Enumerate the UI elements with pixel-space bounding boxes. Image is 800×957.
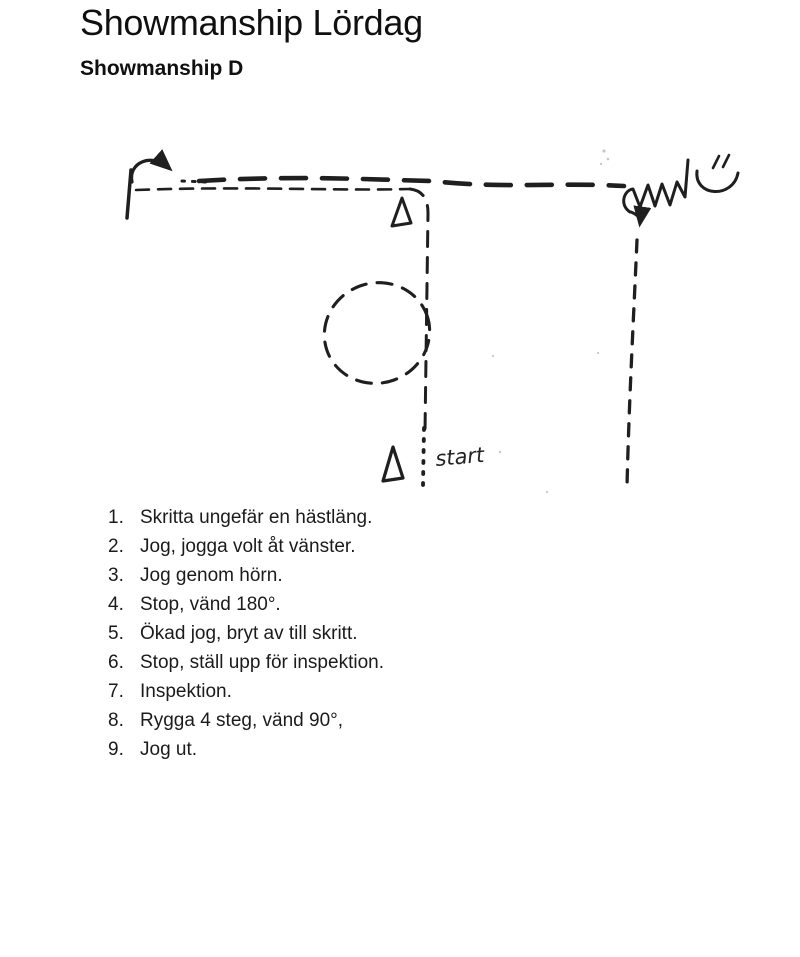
step-item-3 (108, 561, 384, 590)
track-outbound-dashed (136, 188, 410, 190)
step-text: Stop, vänd 180°. (140, 593, 281, 615)
exit-track-dashed (627, 240, 637, 487)
pattern-steps-list (108, 503, 384, 764)
start-dotted-track (423, 428, 424, 486)
step-text: Ökad jog, bryt av till skritt. (140, 622, 358, 644)
step-text: Inspektion. (140, 680, 232, 702)
step-number: 3. (108, 564, 124, 586)
step-item-4 (108, 590, 384, 619)
step-text: Rygga 4 steg, vänd 90°, (140, 709, 344, 731)
step-number: 9. (108, 738, 124, 760)
step-number: 1. (108, 506, 124, 528)
step-number: 8. (108, 709, 124, 731)
step-item-8 (108, 706, 384, 735)
step-text: Jog ut. (140, 738, 198, 760)
step-number: 2. (108, 535, 124, 557)
step-number: 5. (108, 622, 124, 644)
volt-circle (310, 268, 444, 398)
step-number: 7. (108, 680, 124, 702)
step-text: Skritta ungefär en hästläng. (140, 506, 373, 528)
step-number: 6. (108, 651, 124, 673)
judge-smiley-icon (697, 155, 738, 192)
step-item-9 (108, 735, 384, 764)
cone-icon-top (392, 198, 411, 226)
track-return-dashed (199, 178, 624, 186)
page-subtitle: Showmanship D (80, 57, 244, 80)
pattern-ink (127, 155, 738, 487)
start-label: start (434, 442, 486, 471)
turn-down-arrow-icon (631, 212, 640, 223)
step-text: Jog, jogga volt åt vänster. (140, 535, 356, 557)
page-title: Showmanship Lördag (80, 2, 423, 43)
step-item-6 (108, 648, 384, 677)
backup-zigzag-icon (624, 160, 688, 212)
step-item-2 (108, 532, 384, 561)
step-text: Stop, ställ upp för inspektion. (140, 651, 384, 673)
turn-180-arrow-icon (132, 160, 169, 182)
cone-icon-start (383, 447, 403, 481)
step-number: 4. (108, 593, 124, 615)
scan-smudge (492, 149, 609, 493)
step-item-7 (108, 677, 384, 706)
step-item-5 (108, 619, 384, 648)
step-item-1 (108, 503, 384, 532)
step-text: Jog genom hörn. (140, 564, 283, 586)
